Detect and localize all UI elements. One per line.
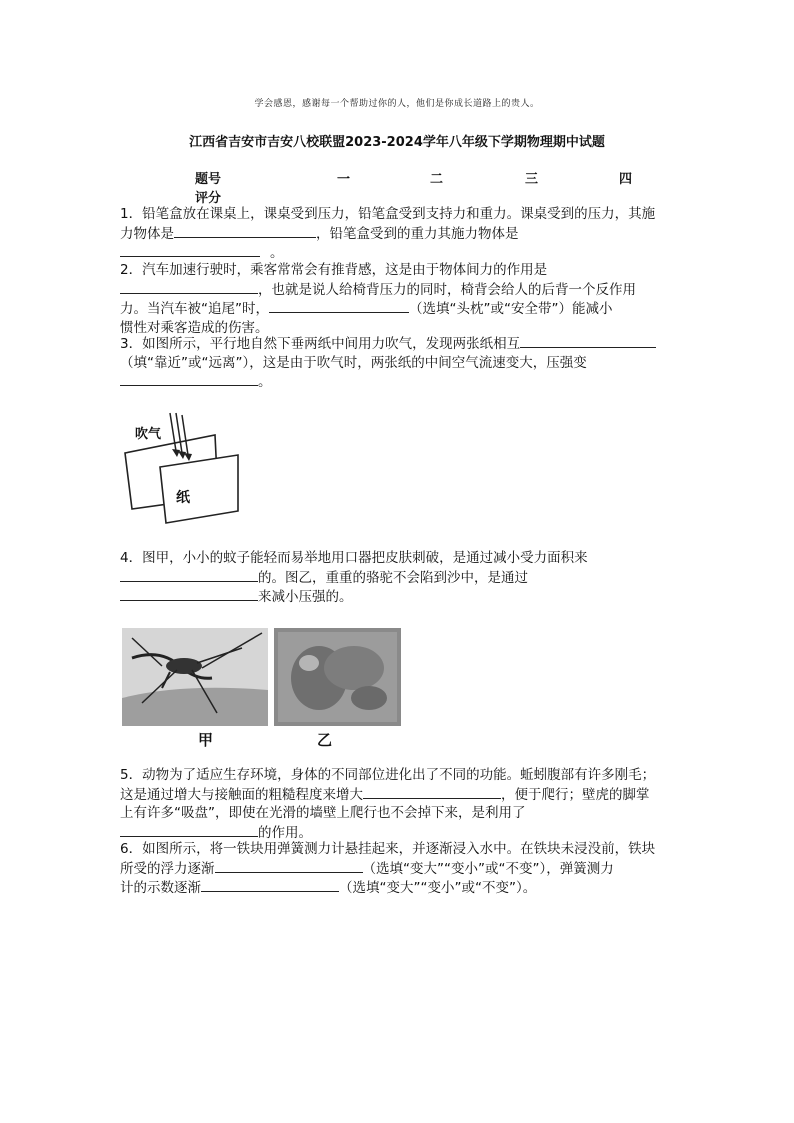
q3-blank-1[interactable]	[520, 334, 656, 348]
q5-text-d: 上有许多“吸盘”，即使在光滑的墙壁上爬行也不会掉下来，是利用了	[120, 805, 526, 821]
score-column-2: 二	[430, 172, 444, 187]
mosquito-photo	[122, 628, 268, 726]
q4-text-c: 来减小压强的。	[258, 589, 353, 605]
q4-blank-1[interactable]	[120, 568, 258, 582]
q5-blank-1[interactable]	[363, 785, 501, 799]
q3-text-c: 。	[258, 374, 272, 390]
q6-text-a: 6．如图所示，将一铁块用弹簧测力计悬挂起来，并逐渐浸入水中。在铁块未浸没前，铁块	[120, 841, 656, 857]
q2-text-c: 力。当汽车被“追尾”时，	[120, 301, 269, 317]
q6-text-d: 计的示数逐渐	[120, 880, 201, 896]
q1-blank-2[interactable]	[120, 243, 260, 257]
q1-text-b: 力物体是	[120, 225, 174, 242]
q4-blank-2[interactable]	[120, 587, 258, 601]
q3-text-b: （填“靠近”或“远离”），这是由于吹气时，两张纸的中间空气流速变大，压强变	[120, 354, 587, 371]
score-column-3: 三	[525, 172, 539, 187]
q2-text-e: 惯性对乘客造成的伤害。	[120, 319, 269, 336]
q5-text-a: 5．动物为了适应生存环境，身体的不同部位进化出了不同的功能。蚯蚓腹部有许多刚毛；	[120, 767, 656, 783]
q1-text-d: 。	[270, 245, 284, 261]
camel-photo	[274, 628, 401, 726]
q1-text-a: 1．铅笔盒放在课桌上，课桌受到压力，铅笔盒受到支持力和重力。课桌受到的压力，其施	[120, 206, 656, 222]
q6-blank-2[interactable]	[201, 878, 339, 892]
score-column-4: 四	[619, 172, 633, 187]
q6-text-b: 所受的浮力逐渐	[120, 860, 215, 877]
motto: 学会感恩，感谢每一个帮助过你的人，他们是你成长道路上的贵人。	[254, 99, 540, 109]
q6-text-c: （选填“变大”“变小”或“不变”），弹簧测力	[362, 860, 614, 877]
q2-blank-2[interactable]	[269, 299, 409, 313]
question-1	[120, 205, 680, 263]
q3-text-a: 3．如图所示，平行地自然下垂两纸中间用力吹气，发现两张纸相互	[120, 336, 521, 352]
q1-blank-1[interactable]	[174, 224, 316, 238]
q2-text-a: 2．汽车加速行驶时，乘客常常会有推背感，这是由于物体间力的作用是	[120, 262, 548, 278]
q6-blank-1[interactable]	[215, 859, 363, 873]
q5-text-b: 这是通过增大与接触面的粗糙程度来增大	[120, 786, 363, 803]
caption-right: 乙	[317, 731, 333, 749]
page-title: 江西省吉安市吉安八校联盟2023-2024学年八年级下学期物理期中试题	[189, 135, 605, 150]
q3-blank-2[interactable]	[120, 372, 258, 386]
blow-label: 吹气	[135, 427, 162, 442]
q2-text-b: ，也就是说人给椅背压力的同时，椅背会给人的后背一个反作用	[258, 281, 636, 298]
q2-blank-1[interactable]	[120, 280, 258, 294]
q6-text-e: （选填“变大”“变小”或“不变”）。	[339, 880, 537, 896]
q2-text-d: （选填“头枕”或“安全带”）能减小	[409, 301, 613, 317]
question-6	[120, 840, 680, 898]
q5-blank-2[interactable]	[120, 823, 258, 837]
q4-text-b: 的。图乙，重重的骆驼不会陷到沙中，是通过	[258, 569, 528, 586]
q1-text-c: ，铅笔盒受到的重力其施力物体是	[316, 225, 519, 242]
paper-label: 纸	[176, 490, 190, 506]
score-column-1: 一	[337, 172, 351, 187]
question-2	[120, 261, 680, 337]
q5-text-e: 的作用。	[258, 824, 312, 841]
caption-left: 甲	[198, 731, 214, 749]
q5-text-c: ，便于爬行；壁虎的脚掌	[501, 786, 650, 803]
score-row-label-2: 评分	[195, 191, 222, 206]
question-5	[120, 766, 680, 842]
score-row-label: 题号	[195, 172, 222, 187]
paper-blow-figure	[120, 405, 245, 525]
question-4	[120, 549, 680, 607]
question-3	[120, 334, 680, 392]
q4-text-a: 4．图甲，小小的蚊子能轻而易举地用口器把皮肤刺破，是通过减小受力面积来	[120, 550, 588, 566]
